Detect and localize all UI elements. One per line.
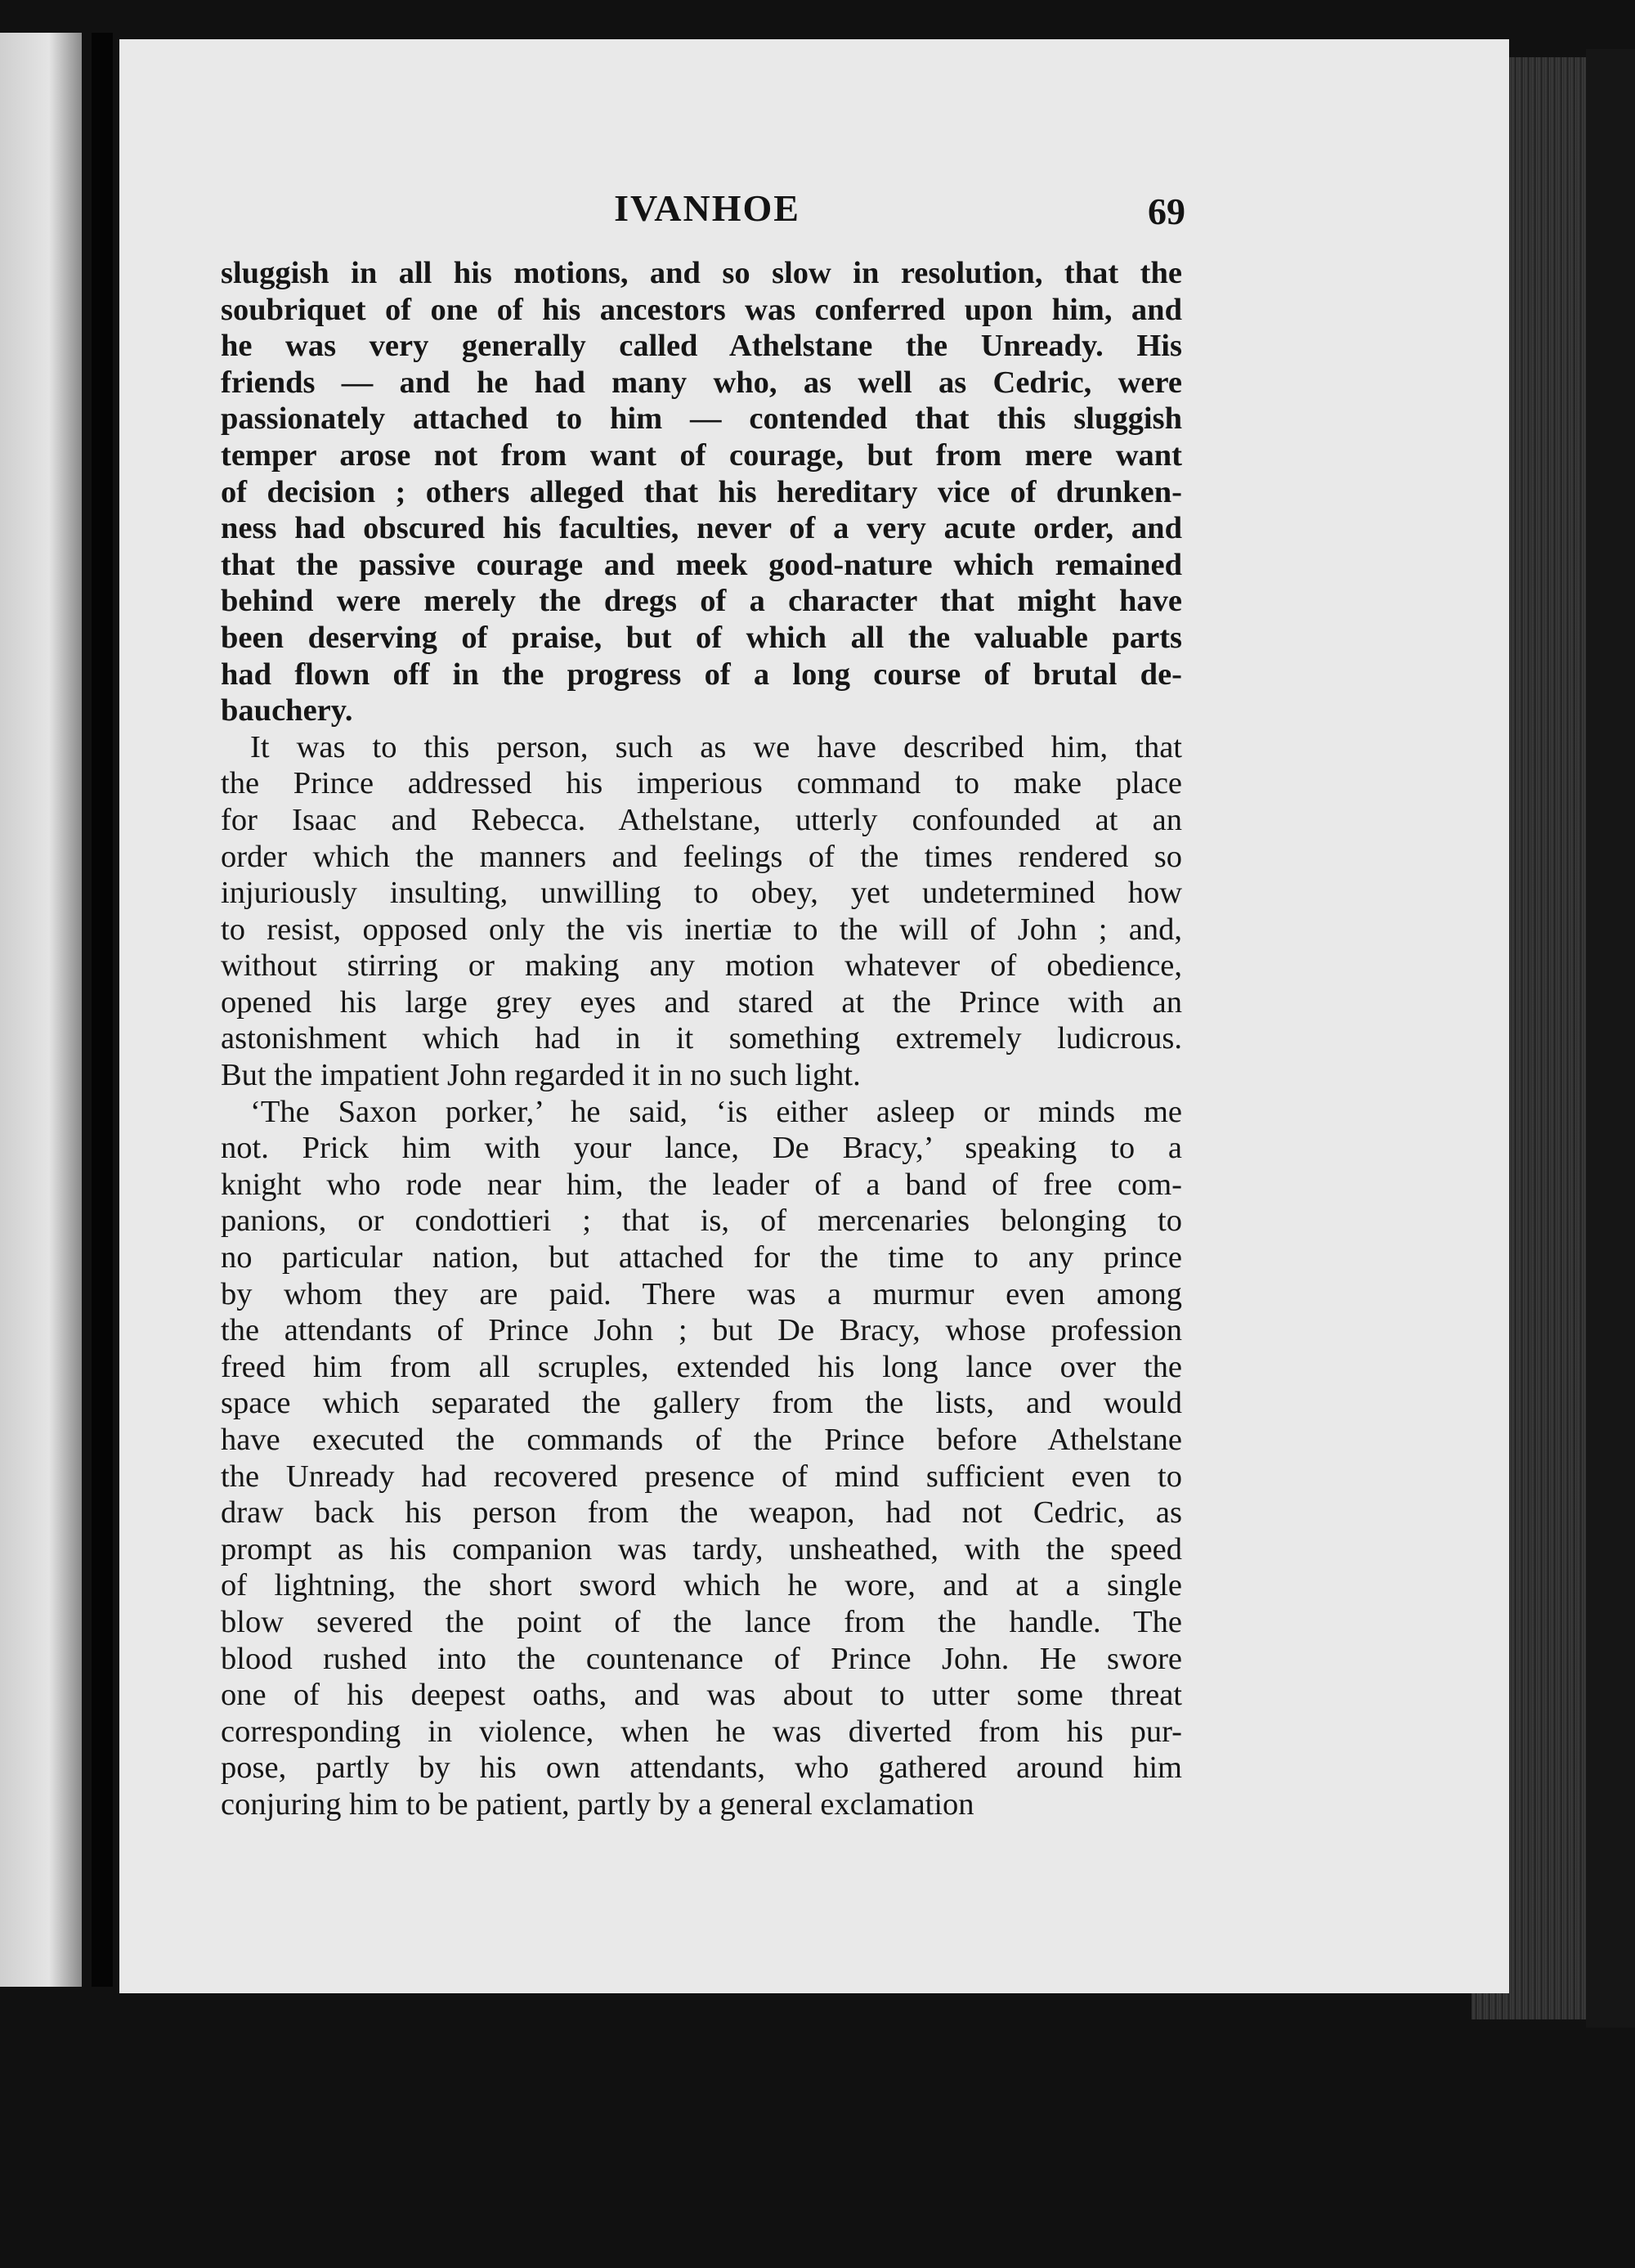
text-line: behind were merely the dregs of a character that might have <box>221 584 1182 619</box>
text-line: ness had obscured his faculties, never of a very acute order, and <box>221 511 1182 546</box>
text-line: opened his large grey eyes and stared at the Prince with an <box>221 984 1182 1020</box>
text-line: order which the manners and feelings of the times rendered so <box>221 839 1182 874</box>
text-line: that the passive courage and meek good-nature which remained <box>221 547 1182 582</box>
text-line: the Prince addressed his imperious command to make place <box>221 766 1182 801</box>
text-line: been deserving of praise, but of which all the valuable parts <box>221 620 1182 655</box>
text-line: bauchery. <box>221 693 353 728</box>
paragraph <box>221 729 1182 1094</box>
text-line: friends — and he had many who, as well as Cedric, were <box>221 365 1182 400</box>
text-line: passionately attached to him — contended that this sluggish <box>221 401 1182 437</box>
text-line: soubriquet of one of his ancestors was conferred upon him, and <box>221 292 1182 327</box>
text-line: corresponding in violence, when he was diverted from his pur- <box>221 1714 1182 1749</box>
text-line: the attendants of Prince John ; but De Bracy, whose profession <box>221 1313 1182 1348</box>
text-line: ‘The Saxon porker,’ he said, ‘is either asleep or minds me <box>250 1094 1182 1129</box>
text-line: have executed the commands of the Prince before Athelstane <box>221 1423 1182 1457</box>
body-text <box>221 255 1182 1823</box>
text-line: of lightning, the short sword which he wore, and at a single <box>221 1568 1182 1603</box>
paragraph <box>221 1094 1182 1823</box>
text-line: freed him from all scruples, extended his long lance over the <box>221 1349 1182 1384</box>
text-line: to resist, opposed only the vis inertiæ to the will of John ; and, <box>221 912 1182 947</box>
text-line: of decision ; others alleged that his hereditary vice of drunken- <box>221 474 1182 509</box>
text-line: panions, or condottieri ; that is, of mercenaries belonging to <box>221 1203 1182 1239</box>
text-line: sluggish in all his motions, and so slow in resolution, that the <box>221 256 1182 290</box>
text-line: he was very generally called Athelstane the Unready. His <box>221 329 1182 364</box>
text-line: pose, partly by his own attendants, who gathered around him <box>221 1750 1182 1786</box>
text-line: no particular nation, but attached for the time to any prince <box>221 1240 1182 1275</box>
text-line: by whom they are paid. There was a murmur even among <box>221 1276 1182 1311</box>
book-gutter <box>92 33 113 1987</box>
text-line: draw back his person from the weapon, had not Cedric, as <box>221 1495 1182 1531</box>
text-line: prompt as his companion was tardy, unsheathed, with the speed <box>221 1531 1182 1567</box>
text-line: had flown off in the progress of a long course of brutal de- <box>221 657 1182 692</box>
text-line: astonishment which had in it something extremely ludicrous. <box>221 1021 1182 1056</box>
text-line: It was to this person, such as we have described him, that <box>250 729 1182 764</box>
book-cover-edge <box>1586 49 1635 2028</box>
text-line: without stirring or making any motion whatever of obedience, <box>221 948 1182 984</box>
text-line: injuriously insulting, unwilling to obey, yet undetermined how <box>221 876 1182 911</box>
book-title: IVANHOE <box>614 187 800 229</box>
text-line: one of his deepest oaths, and was about to utter some threat <box>221 1678 1182 1713</box>
text-line: knight who rode near him, the leader of a band of free com- <box>221 1167 1182 1202</box>
running-head <box>229 186 1185 244</box>
text-line: conjuring him to be patient, partly by a general exclamation <box>221 1786 974 1822</box>
text-line: But the impatient John regarded it in no such light. <box>221 1058 861 1093</box>
text-line: not. Prick him with your lance, De Bracy,’ speaking to a <box>221 1131 1182 1166</box>
left-page-sliver <box>0 33 82 1987</box>
text-line: blood rushed into the countenance of Prince John. He swore <box>221 1641 1182 1676</box>
text-line: temper arose not from want of courage, but from mere want <box>221 437 1182 473</box>
paragraph <box>221 255 1182 729</box>
text-line: for Isaac and Rebecca. Athelstane, utterly confounded at an <box>221 802 1182 837</box>
text-line: blow severed the point of the lance from the handle. The <box>221 1604 1182 1639</box>
page-number: 69 <box>1148 190 1185 232</box>
text-line: the Unready had recovered presence of mind sufficient even to <box>221 1459 1182 1494</box>
text-line: space which separated the gallery from the lists, and would <box>221 1386 1182 1421</box>
